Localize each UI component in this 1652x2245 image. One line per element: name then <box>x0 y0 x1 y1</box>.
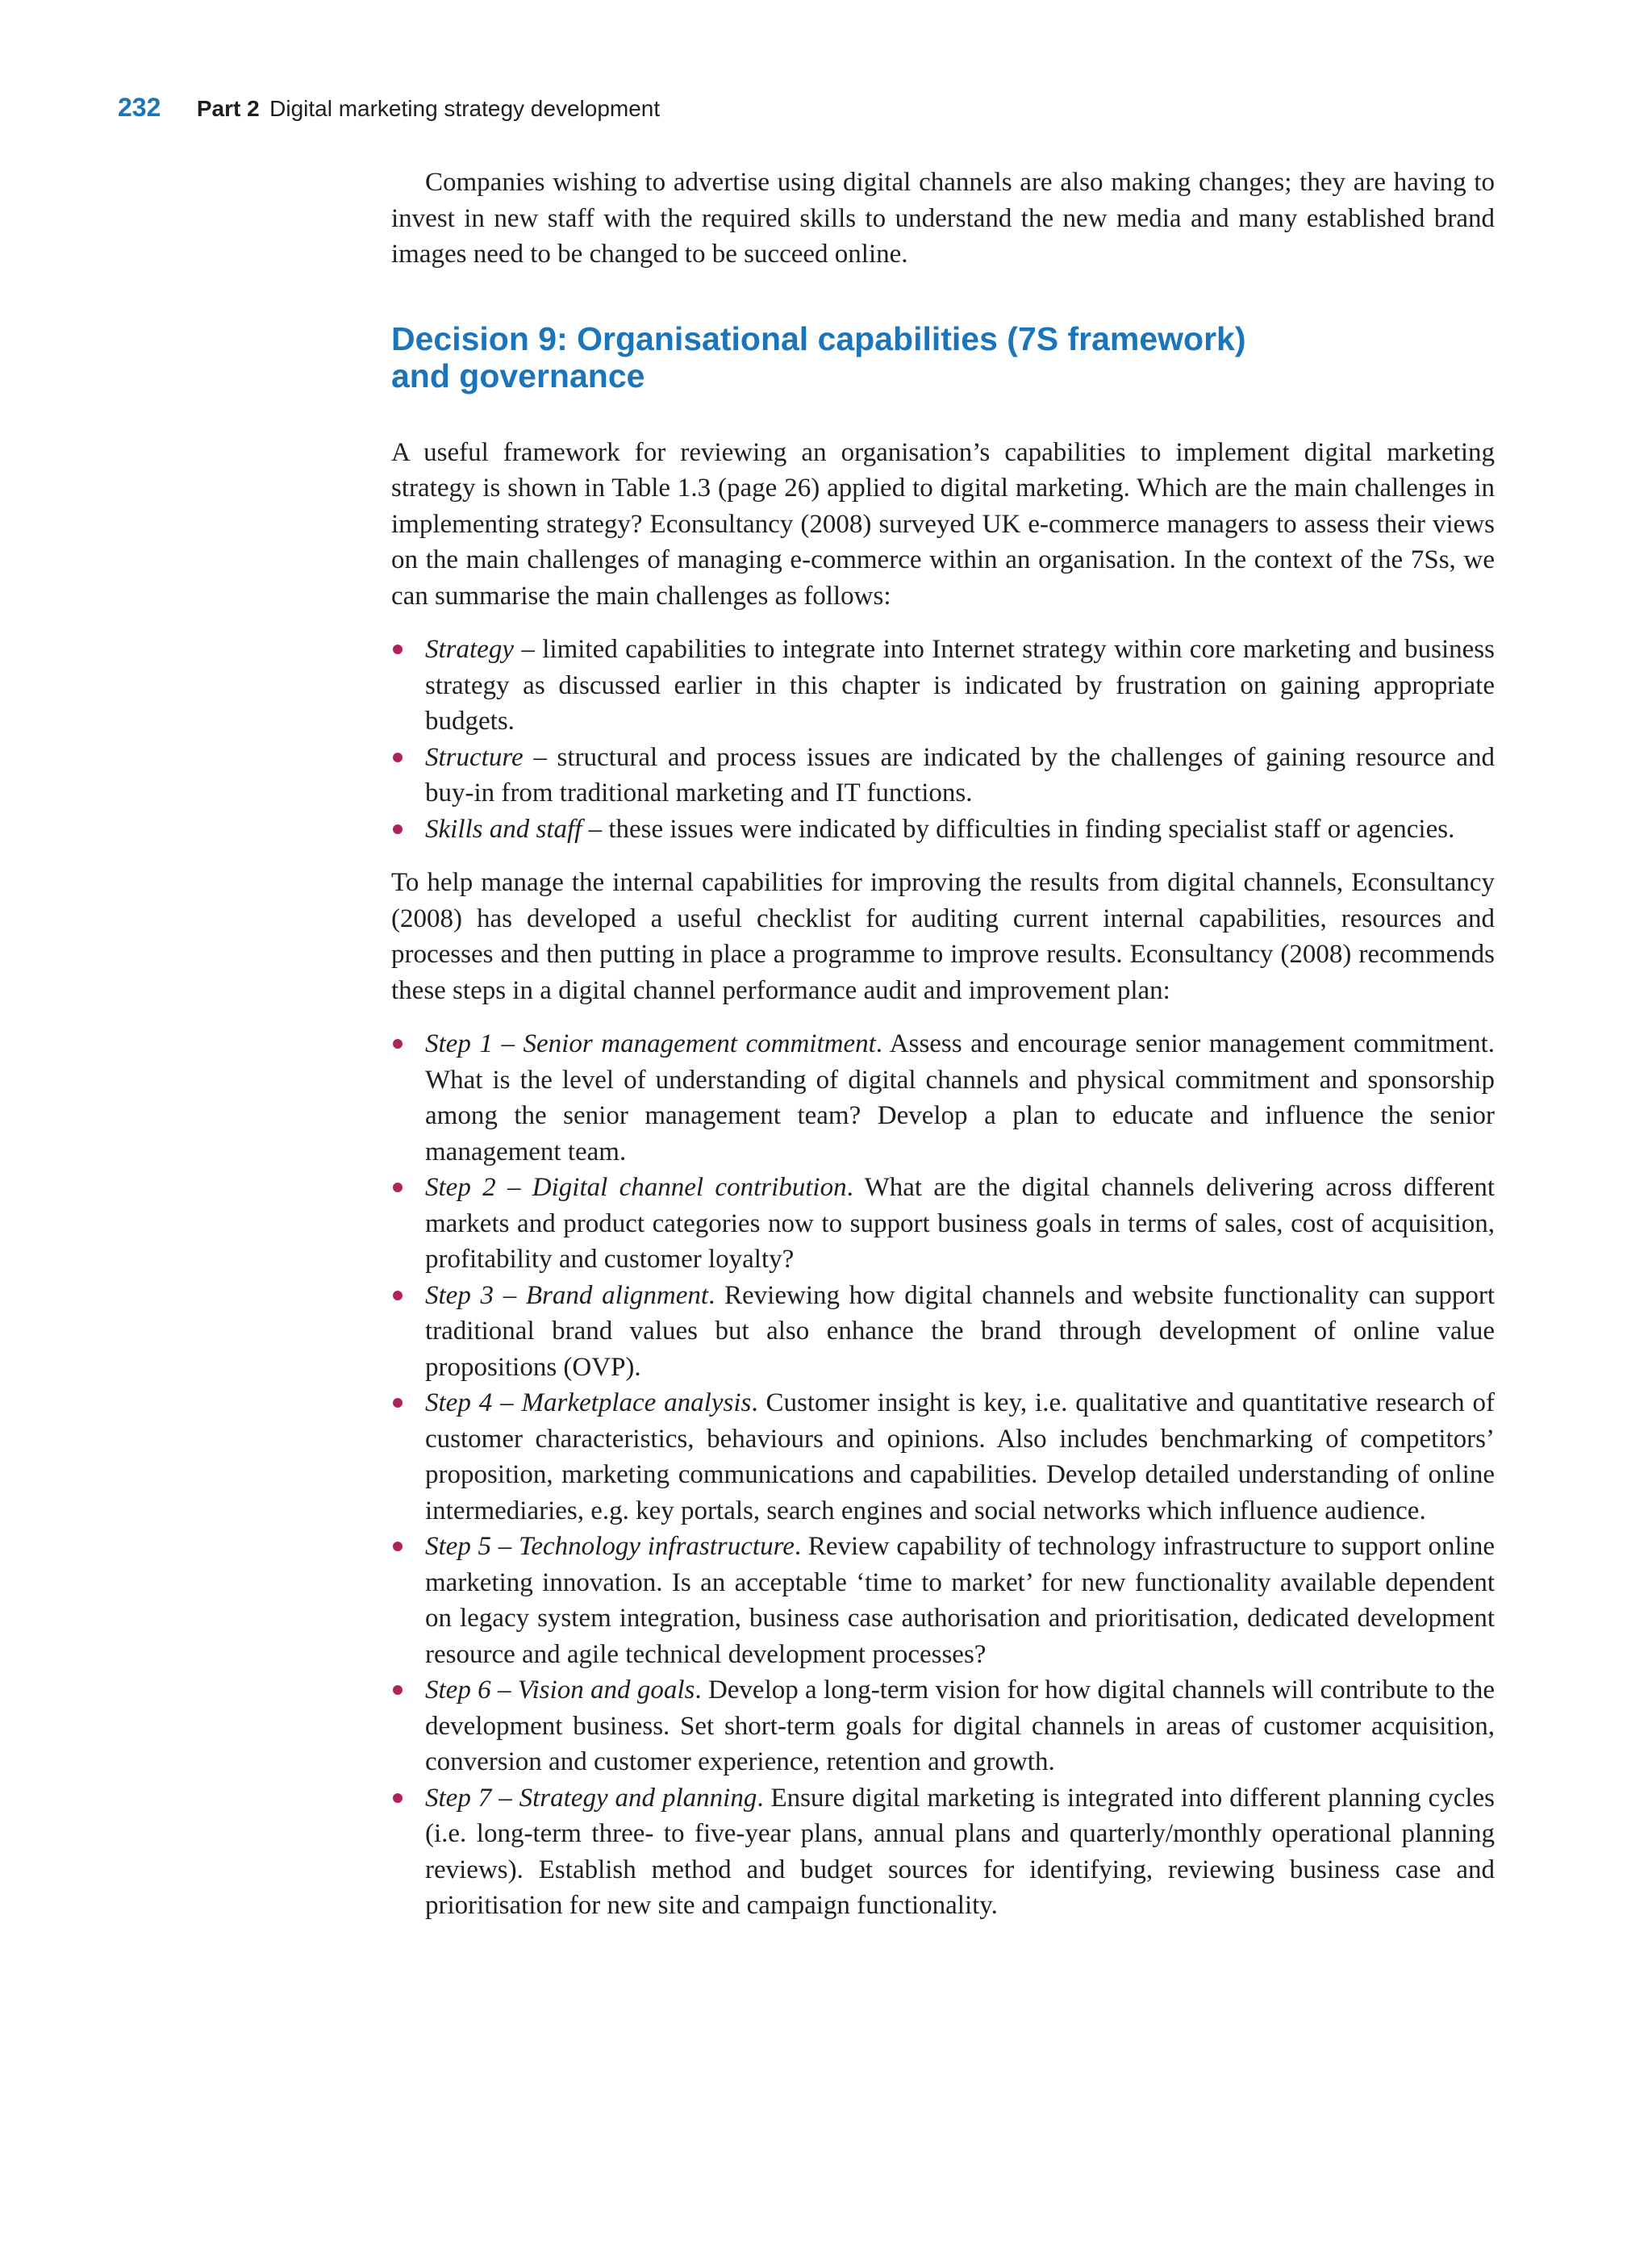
step-term: Step 3 – Brand alignment <box>425 1280 709 1310</box>
item-term: Skills and staff <box>425 814 582 844</box>
step-text: . Customer insight is key, i.e. qualitative and quantitative research of customer characteristics, behaviours and opinions. Also includes benchmarking of competitors’ proposition, marketing communications and capabilities. Develop detailed understanding of online intermediaries, e.g. key portals, search engines and social networks which influence audience. <box>425 1388 1495 1525</box>
bullet-icon <box>393 645 403 654</box>
chapter-title: Digital marketing strategy development <box>269 96 661 121</box>
bullet-icon <box>393 1039 403 1049</box>
list-item <box>391 1278 1495 1386</box>
section-heading-line-1: Decision 9: Organisational capabilities (7S framework) <box>391 319 1246 357</box>
challenges-list <box>391 632 1495 847</box>
list-item <box>391 1780 1495 1924</box>
bullet-icon <box>393 1542 403 1551</box>
item-text: – limited capabilities to integrate into Internet strategy within core marketing and business strategy as discussed earlier in this chapter is indicated by frustration on gaining appropriate budgets. <box>425 635 1495 736</box>
bullet-icon <box>393 824 403 834</box>
body-column <box>391 165 1495 1924</box>
item-term: Structure <box>425 742 524 772</box>
bullet-icon <box>393 1183 403 1192</box>
step-term: Step 1 – Senior management commitment <box>425 1029 876 1058</box>
step-text: . Ensure digital marketing is integrated into different planning cycles (i.e. long-term three- to five-year plans, annual plans and quarterly/monthly operational planning reviews). Establish method and budget sources for identifying, reviewing business case and prioritisation for new site and campaign functionality. <box>425 1783 1495 1920</box>
step-term: Step 5 – Technology infrastructure <box>425 1532 795 1561</box>
bullet-icon <box>393 1398 403 1408</box>
list-item <box>391 740 1495 812</box>
bullet-icon <box>393 1291 403 1300</box>
intro-paragraph: Companies wishing to advertise using digital channels are also making changes; they are having to invest in new staff with the required skills to understand the new media and many established brand images need to be changed to be succeed online. <box>391 168 1495 269</box>
step-text: . Reviewing how digital channels and website functionality can support traditional brand values but also enhance the brand through development of online value propositions (OVP). <box>425 1280 1495 1382</box>
step-term: Step 7 – Strategy and planning <box>425 1783 757 1813</box>
running-head <box>118 93 660 123</box>
list-item <box>391 1026 1495 1170</box>
part-label: Part 2 <box>196 96 260 121</box>
list-item <box>391 1170 1495 1278</box>
steps-list <box>391 1026 1495 1924</box>
list-item <box>391 812 1495 848</box>
list-item <box>391 1529 1495 1672</box>
page-number: 232 <box>118 93 161 122</box>
section-heading <box>391 320 1495 394</box>
list-item <box>391 1385 1495 1529</box>
step-term: Step 2 – Digital channel contribution <box>425 1173 847 1202</box>
list-item <box>391 632 1495 740</box>
item-text: – structural and process issues are indicated by the challenges of gaining resource and buy-in from traditional marketing and IT functions. <box>425 742 1495 807</box>
step-text: . Review capability of technology infrastructure to support online marketing innovation. Is an acceptable ‘time to market’ for new functionality available dependent on legacy system integration, business case authorisation and prioritisation, dedicated development resource and agile technical development processes? <box>425 1532 1495 1669</box>
step-text: . What are the digital channels delivering across different markets and product categories now to support business goals in terms of sales, cost of acquisition, profitability and customer loyalty? <box>425 1173 1495 1274</box>
framework-paragraph: A useful framework for reviewing an organisation’s capabilities to implement digital marketing strategy is shown in Table 1.3 (page 26) applied to digital marketing. Which are the main challenges in implementing strategy? Econsultancy (2008) surveyed UK e-commerce managers to assess their views on the main challenges of managing e-commerce within an organisation. In the context of the 7Ss, we can summarise the main challenges as follows: <box>391 437 1495 611</box>
bullet-icon <box>393 1793 403 1803</box>
item-term: Strategy <box>425 635 514 664</box>
item-text: – these issues were indicated by difficulties in finding specialist staff or agencies. <box>582 814 1455 844</box>
bullet-icon <box>393 1685 403 1695</box>
step-term: Step 4 – Marketplace analysis <box>425 1388 752 1417</box>
step-text: . Develop a long-term vision for how digital channels will contribute to the development business. Set short-term goals for digital channels in areas of customer acquisition, conversion and customer experience, retention and growth. <box>425 1675 1495 1776</box>
checklist-paragraph: To help manage the internal capabilities for improving the results from digital channels, Econsultancy (2008) has developed a useful checklist for auditing current internal capabilities, resources and processes and then putting in place a programme to improve results. Econsultancy (2008) recommends these steps in a digital channel performance audit and improvement plan: <box>391 868 1495 1005</box>
bullet-icon <box>393 753 403 762</box>
list-item <box>391 1672 1495 1780</box>
section-heading-line-2: and governance <box>391 357 645 394</box>
step-term: Step 6 – Vision and goals <box>425 1675 695 1705</box>
step-text: . Assess and encourage senior management commitment. What is the level of understanding of digital channels and physical commitment and sponsorship among the senior management team? Develop a plan to educate and influence the senior management team. <box>425 1029 1495 1166</box>
